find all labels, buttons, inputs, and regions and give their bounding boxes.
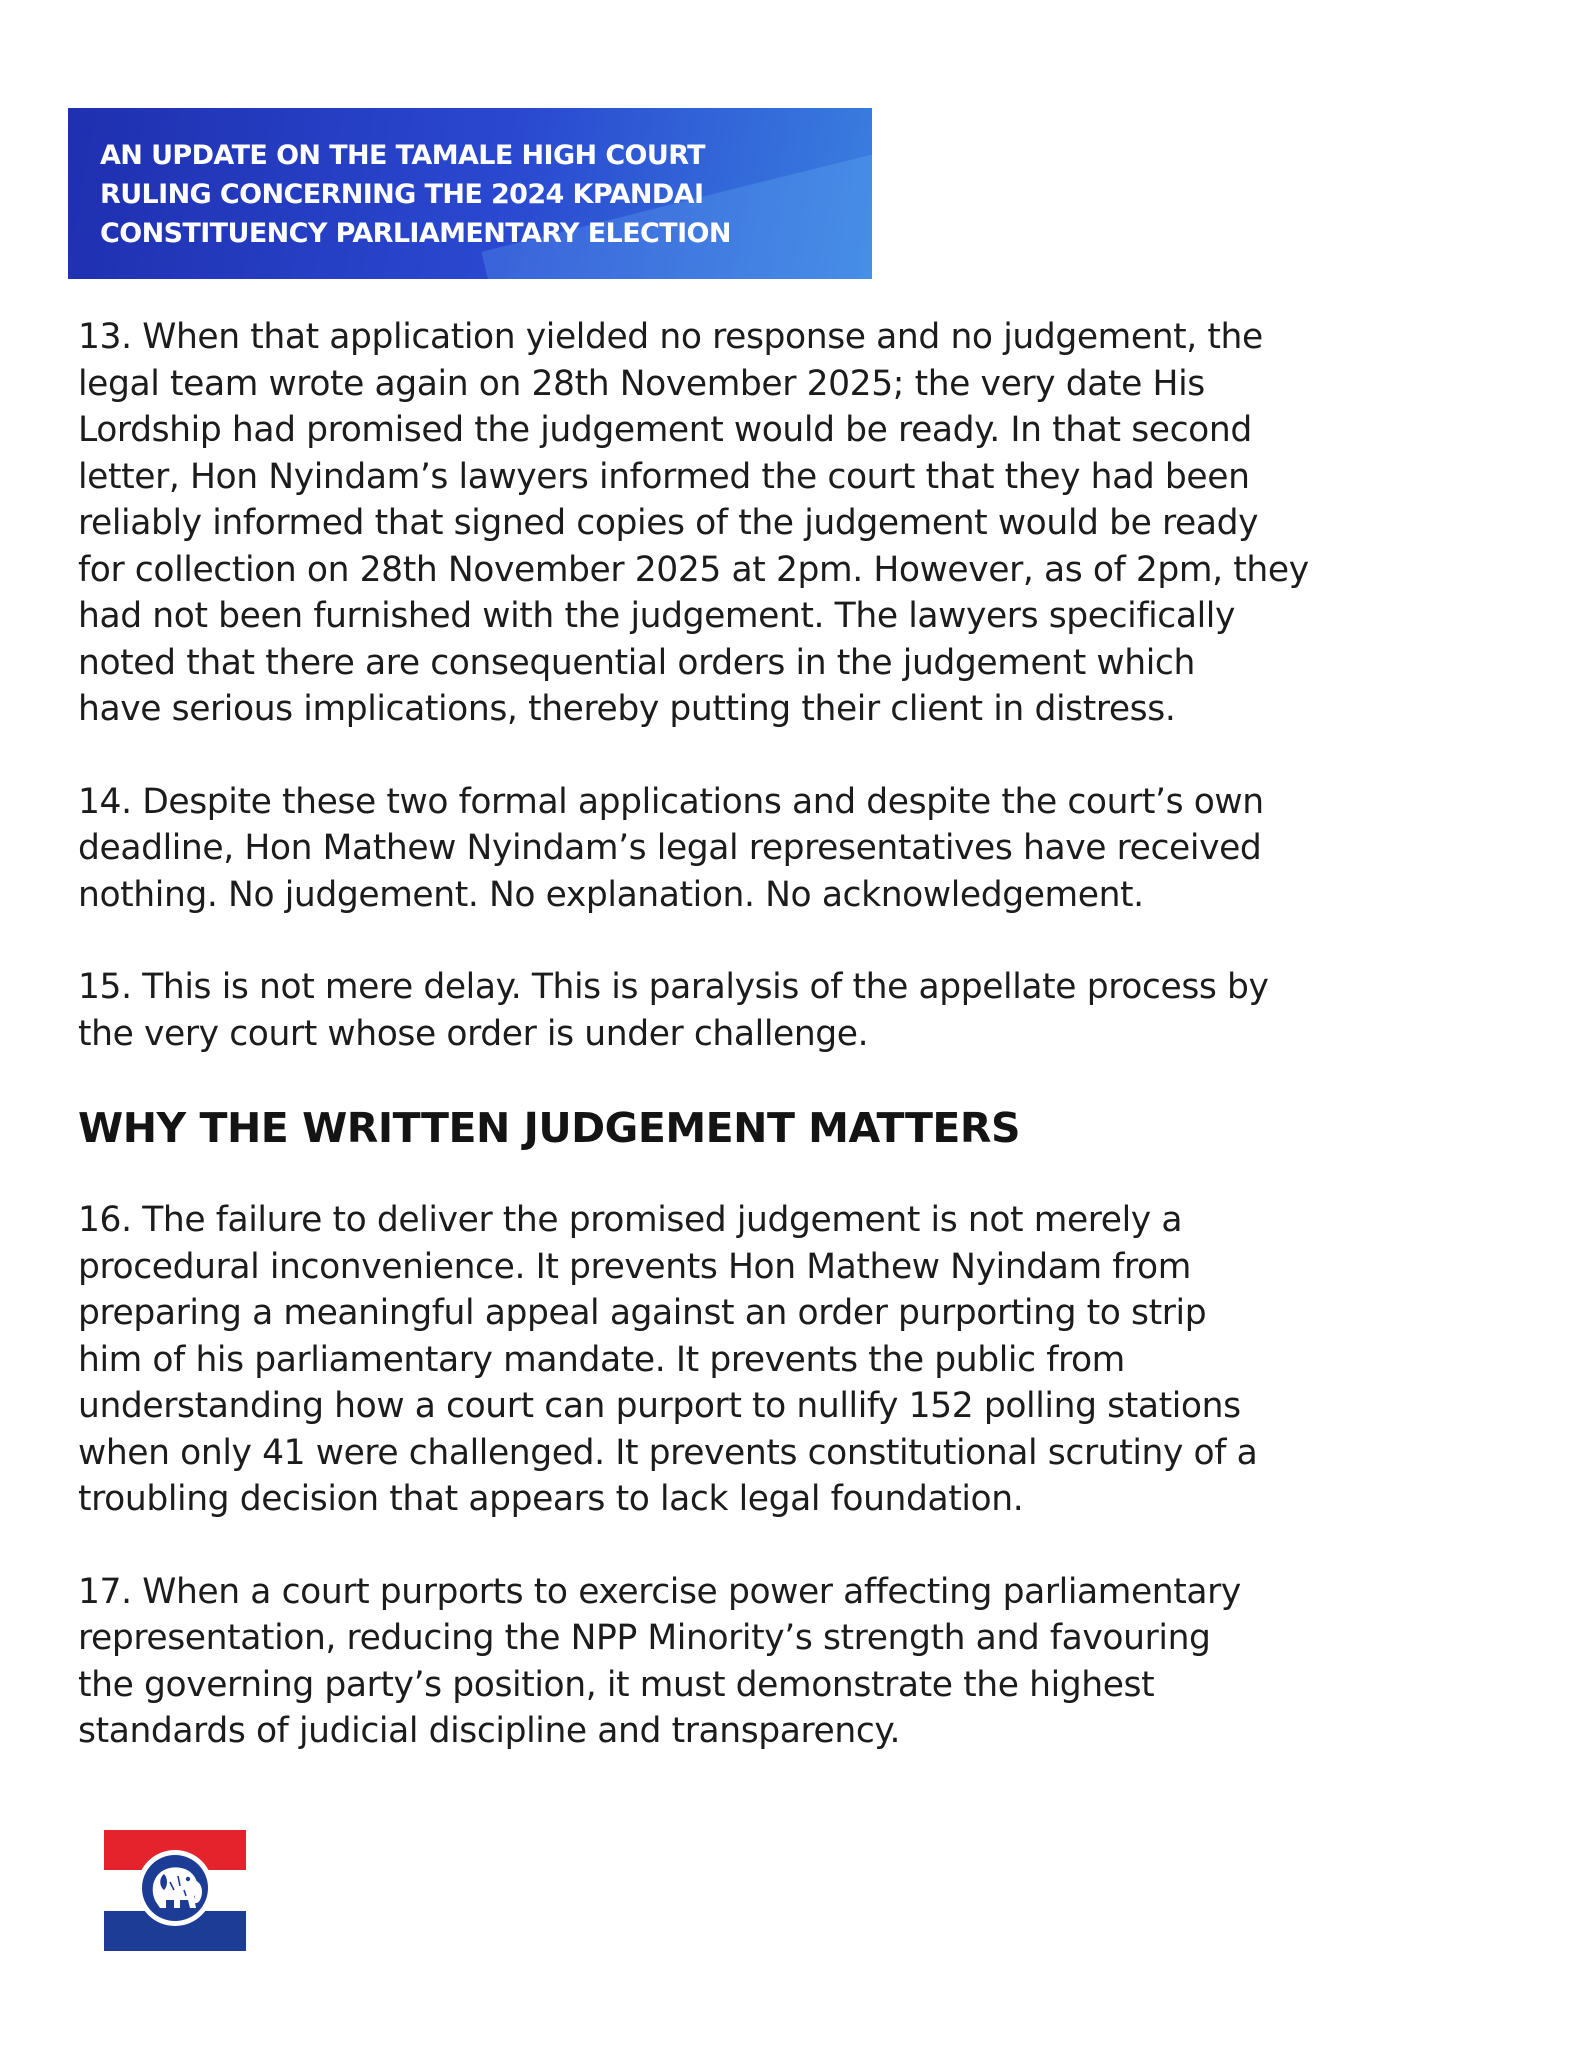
paragraph-line: Lordship had promised the judgement would be ready. In that second [78, 410, 1252, 450]
paragraph-line: 14. Despite these two formal applications and despite the court’s own [78, 781, 1264, 822]
paragraph-13 [78, 314, 1518, 733]
paragraph-line: have serious implications, thereby putting their client in distress. [78, 689, 1176, 729]
paragraph-line: preparing a meaningful appeal against an order purporting to strip [78, 1293, 1207, 1333]
paragraph-line: standards of judicial discipline and transparency. [78, 1711, 901, 1751]
paragraph-line: 15. This is not mere delay. This is paralysis of the appellate process by [78, 967, 1269, 1007]
paragraph-line: representation, reducing the NPP Minority’s strength and favouring [78, 1618, 1211, 1658]
paragraph-line: troubling decision that appears to lack legal foundation. [78, 1479, 1024, 1519]
paragraph-line: understanding how a court can purport to nullify 152 polling stations [78, 1386, 1241, 1426]
paragraph-line: legal team wrote again on 28th November 2025; the very date His [78, 363, 1205, 404]
paragraph-line: 16. The failure to deliver the promised judgement is not merely a [78, 1200, 1183, 1240]
paragraph-16 [78, 1197, 1518, 1523]
paragraph-line: the very court whose order is under challenge. [78, 1013, 869, 1054]
banner-title-line-2: RULING CONCERNING THE 2024 KPANDAI [100, 179, 704, 210]
paragraph-line: noted that there are consequential orders in the judgement which [78, 642, 1195, 683]
paragraph-15 [78, 964, 1518, 1057]
paragraph-line: deadline, Hon Mathew Nyindam’s legal representatives have received [78, 828, 1262, 868]
paragraph-line: him of his parliamentary mandate. It prevents the public from [78, 1339, 1125, 1380]
header-banner [68, 108, 872, 279]
paragraph-line: reliably informed that signed copies of the judgement would be ready [78, 503, 1259, 543]
banner-title-line-3: CONSTITUENCY PARLIAMENTARY ELECTION [100, 218, 731, 249]
paragraph-line: nothing. No judgement. No explanation. No acknowledgement. [78, 874, 1144, 915]
section-heading: WHY THE WRITTEN JUDGEMENT MATTERS [78, 1104, 1021, 1152]
document-body [78, 314, 1518, 1801]
banner-title-line-1: AN UPDATE ON THE TAMALE HIGH COURT [100, 140, 706, 171]
paragraph-line: the governing party’s position, it must demonstrate the highest [78, 1664, 1155, 1705]
paragraph-line: when only 41 were challenged. It prevents constitutional scrutiny of a [78, 1432, 1258, 1473]
paragraph-line: 13. When that application yielded no response and no judgement, the [78, 317, 1263, 357]
paragraph-line: letter, Hon Nyindam’s lawyers informed the court that they had been [78, 456, 1250, 497]
elephant-icon [137, 1850, 213, 1926]
party-logo [104, 1830, 246, 1951]
paragraph-line: 17. When a court purports to exercise power affecting parliamentary [78, 1571, 1241, 1612]
paragraph-line: had not been furnished with the judgement. The lawyers specifically [78, 596, 1235, 636]
paragraph-17 [78, 1569, 1518, 1755]
paragraph-14 [78, 779, 1518, 919]
paragraph-line: procedural inconvenience. It prevents Hon Mathew Nyindam from [78, 1246, 1191, 1287]
paragraph-line: for collection on 28th November 2025 at 2pm. However, as of 2pm, they [78, 549, 1309, 590]
